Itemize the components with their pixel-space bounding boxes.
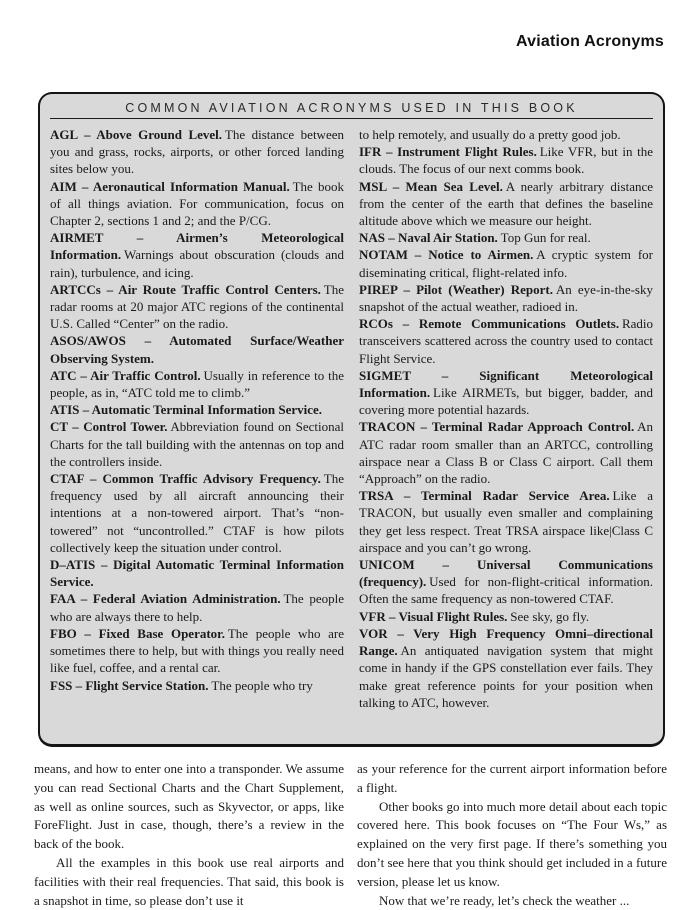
box-column-right [359, 126, 653, 711]
acronym-entry [50, 126, 344, 178]
acronym-desc: Like VFR, but in the clouds. The focus of our next comms book. [359, 144, 653, 177]
acronym-term: MSL – Mean Sea Level. [359, 178, 503, 194]
acronym-term: AGL – Above Ground Level. [50, 127, 223, 142]
acronym-entry [359, 487, 653, 556]
acronym-desc: Like AIRMETs, but bigger, badder, and covering more potential hazards. [359, 385, 653, 418]
continuation-text: to help remotely, and usually do a pretty good job. [359, 127, 621, 142]
paragraph: All the examples in this book use real airports and facilities with their real frequencies. That said, this book is a snapshot in time, so please don’t use it [34, 854, 344, 908]
acronym-desc: An eye-in-the-sky snapshot of the actual weather, radioed in. [359, 281, 653, 315]
acronym-term: ATC – Air Traffic Control. [50, 367, 201, 383]
acronym-entry [359, 608, 653, 625]
acronym-desc: A cryptic system for diseminating critical, flight-related info. [359, 247, 653, 280]
acronym-term: NAS – Naval Air Station. [359, 230, 498, 246]
acronym-term: NOTAM – Notice to Airmen. [359, 247, 534, 263]
acronym-entry [359, 178, 653, 230]
acronym-desc: The book of all things aviation. For communication, focus on Chapter 2, sections 1 and 2; and the P/CG. [50, 178, 344, 229]
title-rule [50, 118, 653, 119]
acronym-entry [50, 418, 344, 470]
acronym-term: AIM – Aeronautical Information Manual. [50, 178, 290, 194]
acronym-term: VFR – Visual Flight Rules. [359, 608, 508, 624]
paragraph: as your reference for the current airport information before a flight. [357, 761, 667, 795]
acronym-box [38, 92, 665, 747]
acronym-entry [50, 401, 344, 418]
acronym-desc: Warnings about obscuration (clouds and rain), turbulence, and icing. [50, 247, 344, 280]
body-text [34, 760, 667, 910]
acronym-desc: Used for non-flight-critical information. Often the same frequency as non-towered CTAF. [359, 574, 653, 607]
acronym-entry [359, 315, 653, 367]
acronym-term: VOR – Very High Frequency Omni–directional Range. [359, 625, 653, 659]
acronym-entry [359, 143, 653, 177]
acronym-term: CT – Control Tower. [50, 419, 168, 435]
acronym-desc: Abbreviation found on Sectional Charts for the tall building with the antennas on top and the controllers inside. [50, 419, 344, 469]
acronym-desc: An antiquated navigation system that might come in handy if the GPS constellation ever fails. They make great reference points for your position when talking to ATC, however. [359, 643, 653, 710]
acronym-entry [50, 332, 344, 366]
acronym-entry [50, 178, 344, 230]
acronym-desc: The frequency used by all aircraft announcing their intentions at a non-towered airport. That’s “non-towered” not “uncontrolled.” CTAF is how pilots collectively keep the situation under control. [50, 471, 344, 555]
acronym-entry [50, 590, 344, 624]
acronym-term: AIRMET – Airmen’s Meteorological Information. [50, 230, 344, 263]
acronym-desc: Usually in reference to the people, as in, “ATC told me to climb.” [50, 367, 344, 401]
acronym-entry [50, 677, 344, 694]
acronym-term: ARTCCs – Air Route Traffic Control Centers. [50, 281, 321, 297]
body-column-left [34, 760, 344, 910]
acronym-entry [359, 556, 653, 608]
acronym-term: FSS – Flight Service Station. [50, 677, 209, 693]
paragraph: means, and how to enter one into a transponder. We assume you can read Sectional Charts and the Chart Supplement, as well as online sources, such as Skyvector, or apps, like ForeFlight. Just in case, though, there’s a review in the back of the book. [34, 761, 344, 852]
acronym-term: UNICOM – Universal Communications (frequency). [359, 557, 653, 590]
paragraph: Other books go into much more detail about each topic covered here. This book focuses on “The Four Ws,” as explained on the very first page. If there’s something you don’t see here that you think should get included in a future version, please let us know. [357, 798, 667, 889]
acronym-term: SIGMET – Significant Meteorological Information. [359, 367, 653, 401]
acronym-term: FAA – Federal Aviation Administration. [50, 591, 281, 607]
acronym-entry [50, 625, 344, 677]
page-title: Aviation Acronyms [515, 33, 664, 50]
acronym-entry [359, 418, 653, 487]
acronym-entry [50, 281, 344, 333]
acronym-term: FBO – Fixed Base Operator. [50, 625, 225, 641]
acronym-desc: Top Gun for real. [500, 230, 591, 246]
acronym-desc: A nearly arbitrary distance from the center of the earth that defines the baseline altitude above which we measure our height. [359, 178, 654, 229]
acronym-term: RCOs – Remote Communications Outlets. [359, 316, 620, 332]
box-title: COMMON AVIATION ACRONYMS USED IN THIS BOOK [125, 101, 578, 115]
box-columns [50, 126, 653, 711]
box-column-left [50, 126, 344, 711]
acronym-entry [359, 281, 653, 315]
acronym-entry [50, 367, 344, 401]
acronym-desc: The radar rooms at 20 major ATC regions of the continental U.S. Called “Center” on the radio. [50, 281, 344, 332]
acronym-term: ATIS – Automatic Terminal Information Service. [50, 402, 323, 418]
paragraph: Now that we’re ready, let’s check the weather ... [379, 892, 630, 908]
acronym-entry [50, 229, 344, 281]
acronym-entry [359, 246, 653, 280]
acronym-desc: The people who are always there to help. [50, 591, 344, 624]
acronym-term: D–ATIS – Digital Automatic Terminal Information Service. [50, 557, 344, 590]
acronym-term: CTAF – Common Traffic Advisory Frequency. [50, 471, 321, 487]
acronym-desc: The people who try [211, 677, 313, 693]
acronym-term: ASOS/AWOS – Automated Surface/Weather Observing System. [50, 333, 344, 366]
acronym-desc: Radio transceivers scattered across the country used to contact Flight Service. [359, 316, 653, 366]
acronym-desc: An ATC radar room smaller than an ARTCC, controlling airspace near a Class B or Class C airport. Call them “Approach” on the radio. [359, 419, 653, 487]
acronym-term: TRACON – Terminal Radar Approach Control. [359, 419, 635, 435]
acronym-desc: The distance between you and grass, rocks, airports, or other forced landing sites below you. [50, 127, 344, 177]
acronym-term: IFR – Instrument Flight Rules. [359, 144, 537, 160]
acronym-desc: See sky, go fly. [510, 608, 590, 624]
acronym-entry [359, 625, 653, 711]
acronym-desc: Like a TRACON, but usually even smaller and complaining they get less respect. Treat TRSA airspace like|Class C airspace and you can’t go wrong. [359, 488, 654, 555]
acronym-entry [359, 367, 653, 419]
acronym-entry [359, 229, 653, 246]
body-column-right [357, 760, 667, 910]
acronym-term: TRSA – Terminal Radar Service Area. [359, 488, 610, 504]
acronym-entry [50, 556, 344, 590]
acronym-term: PIREP – Pilot (Weather) Report. [359, 281, 553, 297]
acronym-entry [50, 470, 344, 556]
acronym-desc: The people who are sometimes there to help, but with things you really need like fuel, coffee, and a rental car. [50, 625, 344, 676]
